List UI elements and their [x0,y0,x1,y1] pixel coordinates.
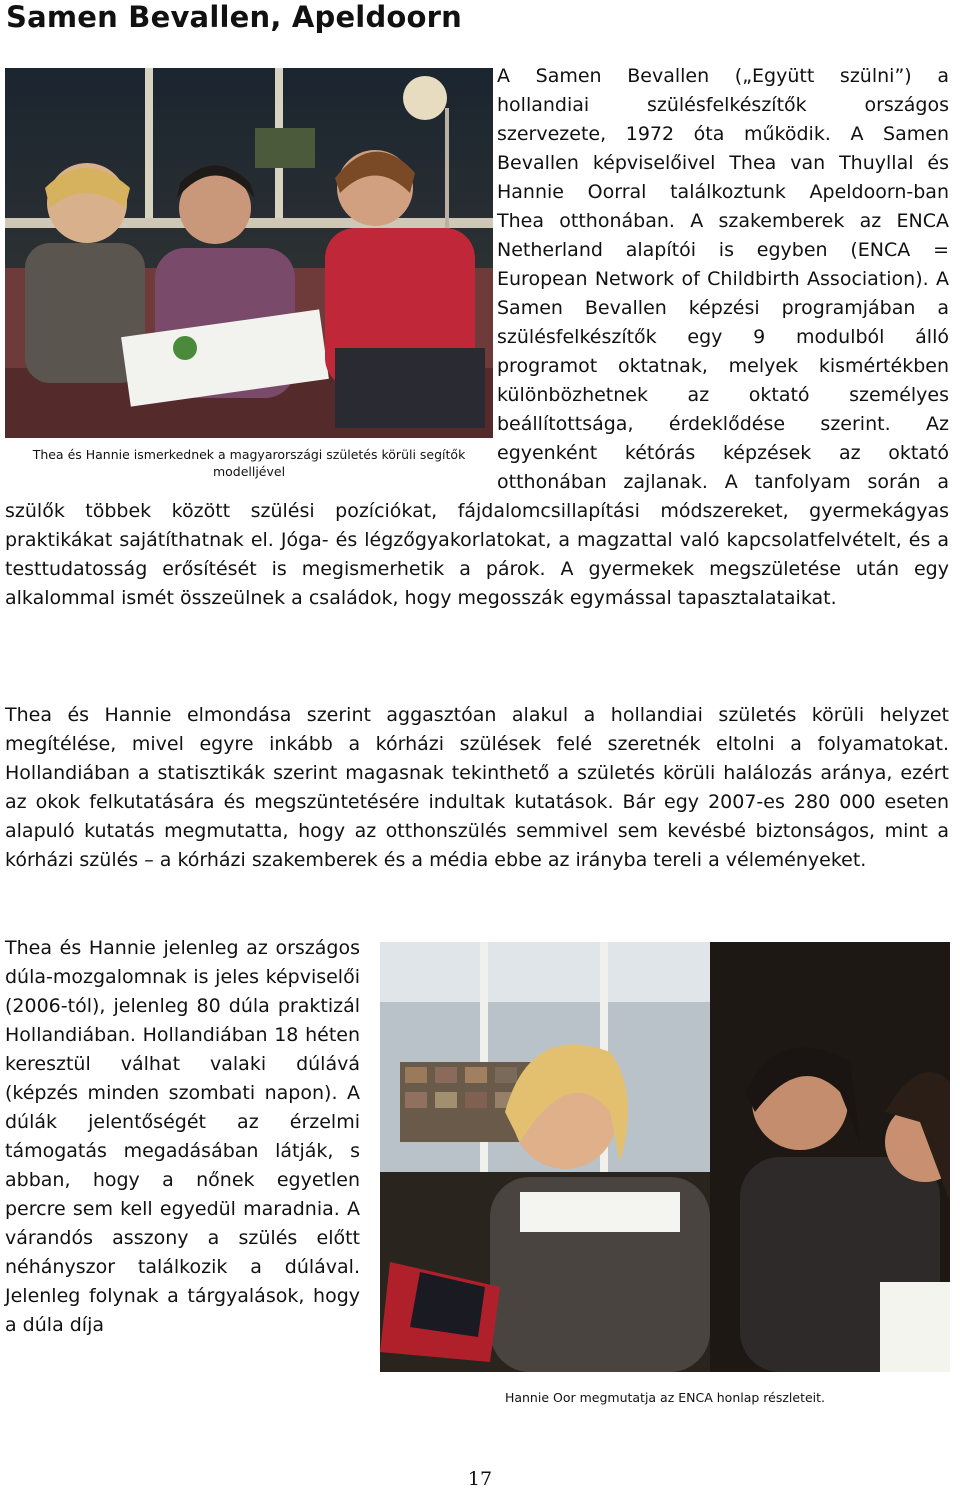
photo-bottom [380,942,950,1372]
paragraph-2: Thea és Hannie elmondása szerint aggasztóan alakul a hollandiai születés körüli helyzet megítélése, mivel egyre inkább a kórházi szülések felé szeretnék eltolni a folyamatokat. Hollandiában a statisztikák szerint magasnak tekinthető a születés körüli halálozás aránya, ezért az okok felkutatására és megszüntetésére indultak kutatások. Bár egy 2007-es 280 000 eseten alapuló kutatás megmutatta, hogy az otthonszülés semmivel sem kevésbé biztonságos, mint a kórházi szülés – a kórházi szakemberek és a média ebbe az irányba tereli a véleményeket. [5,704,949,871]
paragraph-3: Thea és Hannie jelenleg az országos dúla-mozgalomnak is jeles képviselői (2006-tól), jelenleg 80 dúla praktizál Hollandiában. Hollandiában 18 héten keresztül válhat valaki dúlává (képzés minden szombati napon). A dúlák jelentőségét az érzelmi támogatás megadásában látják, s abban, hogy a nőnek egyetlen percre sem kell egyedül maradnia. A várandós asszony a szülés előtt néhányszor találkozik a dúlával. Jelenleg folynak a tárgyalások, hogy a dúla díja [5,937,360,1336]
float-spacer-top [5,62,497,493]
photo-bottom-caption: Hannie Oor megmutatja az ENCA honlap részleteit. [504,1390,826,1405]
page-number: 17 [467,1468,493,1490]
photo-women-laptop-icon [380,942,950,1372]
paragraph-1-text: A Samen Bevallen („Együtt szülni”) a hollandiai szülésfelkészítők országos szervezete, 1972 óta működik. A Samen Bevallen képviselőivel Thea van Thuyllal és Hannie Oorral találkoztunk Apeldoorn-ban Thea otthonában. A szakemberek az ENCA Netherland alapítói is egyben (ENCA = European Network of Childbirth Association). A Samen Bevallen képzési programjában a szülésfelkészítők egy 9 modulból álló programot oktatnak, melyek kismértékben különbözhetnek az oktató személyes beállítottsága, érdeklődése szerint. Az egyenként kétórás képzések az oktató otthonában zajlanak. A tanfolyam során a szülők többek között szülési pozíciókat, fájdalomcsillapítási módszereket, gyermekágyas praktikákat sajátíthatnak el. Jóga- és légzőgyakorlatokat, a magzattal való kapcsolatfelvételt, és a testtudatosság erősítését is megismerhetik a párok. A gyermekek megszületése után egy alkalommal ismét összeülnek a családok, hogy megosszák egymással tapasztalataikat. [5,65,949,609]
paragraph-1 [5,62,949,613]
page-title: Samen Bevallen, Apeldoorn [6,0,463,34]
photo-top-caption: Thea és Hannie ismerkednek a magyarországi születés körüli segítők modelljével [32,447,466,479]
